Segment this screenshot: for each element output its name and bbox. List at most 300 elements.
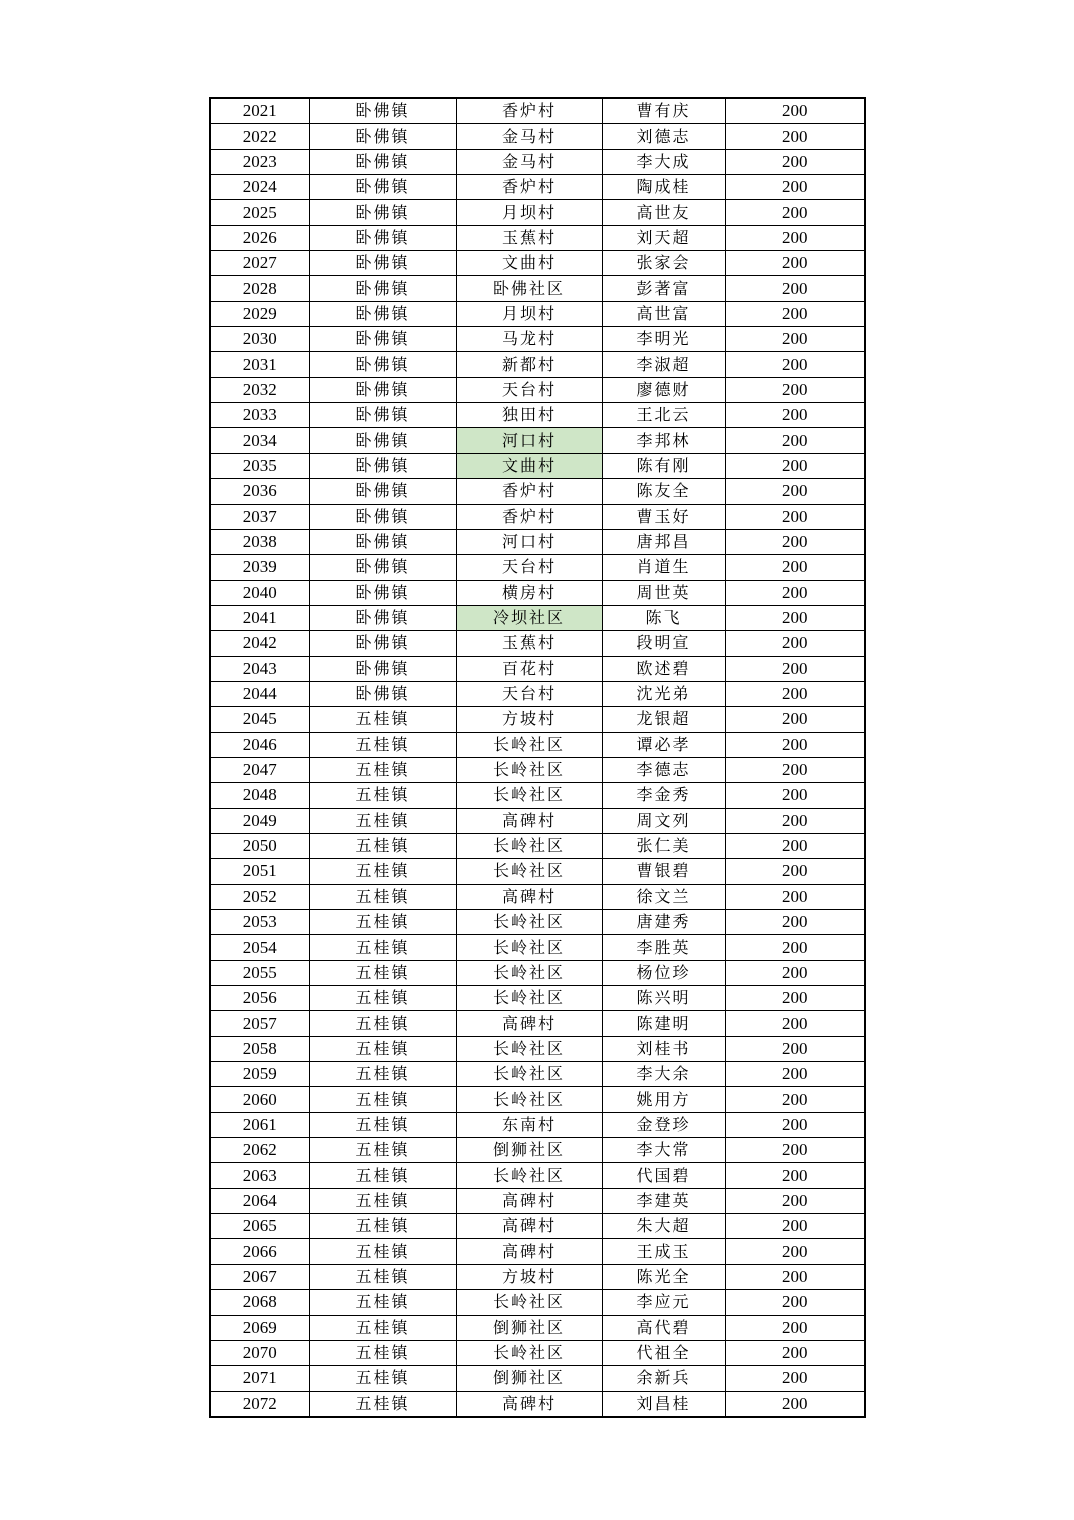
table-row (210, 1391, 865, 1417)
person-name-cell: 王北云 (602, 403, 725, 428)
town-cell: 五桂镇 (309, 833, 456, 858)
row-number-cell: 2065 (210, 1214, 309, 1239)
town-cell: 五桂镇 (309, 960, 456, 985)
person-name-cell: 曹银碧 (602, 859, 725, 884)
row-number-cell: 2056 (210, 986, 309, 1011)
village-cell: 马龙村 (456, 327, 602, 352)
amount-cell: 200 (725, 960, 865, 985)
table-row (210, 656, 865, 681)
person-name-cell: 代国碧 (602, 1163, 725, 1188)
row-number-cell: 2058 (210, 1036, 309, 1061)
table-row (210, 580, 865, 605)
amount-cell: 200 (725, 276, 865, 301)
amount-cell: 200 (725, 529, 865, 554)
table-row (210, 1315, 865, 1340)
row-number-cell: 2033 (210, 403, 309, 428)
table-row (210, 1112, 865, 1137)
person-name-cell: 欧述碧 (602, 656, 725, 681)
person-name-cell: 周世英 (602, 580, 725, 605)
person-name-cell: 唐建秀 (602, 910, 725, 935)
amount-cell: 200 (725, 910, 865, 935)
village-cell: 高碑村 (456, 1214, 602, 1239)
village-cell: 高碑村 (456, 1391, 602, 1417)
row-number-cell: 2031 (210, 352, 309, 377)
village-cell: 长岭社区 (456, 935, 602, 960)
table-row (210, 504, 865, 529)
village-cell: 独田村 (456, 403, 602, 428)
amount-cell: 200 (725, 1062, 865, 1087)
village-cell: 长岭社区 (456, 1036, 602, 1061)
town-cell: 五桂镇 (309, 859, 456, 884)
village-cell: 玉蕉村 (456, 631, 602, 656)
amount-cell: 200 (725, 783, 865, 808)
amount-cell: 200 (725, 479, 865, 504)
amount-cell: 200 (725, 1214, 865, 1239)
village-cell: 方坡村 (456, 707, 602, 732)
amount-cell: 200 (725, 352, 865, 377)
amount-cell: 200 (725, 1239, 865, 1264)
town-cell: 五桂镇 (309, 1290, 456, 1315)
town-cell: 卧佛镇 (309, 276, 456, 301)
table-row (210, 732, 865, 757)
town-cell: 五桂镇 (309, 707, 456, 732)
village-cell: 天台村 (456, 555, 602, 580)
table-row (210, 1138, 865, 1163)
amount-cell: 200 (725, 1112, 865, 1137)
town-cell: 五桂镇 (309, 1366, 456, 1391)
town-cell: 卧佛镇 (309, 605, 456, 630)
row-number-cell: 2064 (210, 1188, 309, 1213)
person-name-cell: 李德志 (602, 757, 725, 782)
person-name-cell: 陈建明 (602, 1011, 725, 1036)
table-row (210, 301, 865, 326)
table-row (210, 555, 865, 580)
table-row (210, 1062, 865, 1087)
table-row (210, 1163, 865, 1188)
village-cell: 倒狮社区 (456, 1366, 602, 1391)
amount-cell: 200 (725, 453, 865, 478)
village-cell: 长岭社区 (456, 859, 602, 884)
village-cell: 高碑村 (456, 1188, 602, 1213)
town-cell: 五桂镇 (309, 884, 456, 909)
village-cell: 河口村 (456, 529, 602, 554)
village-cell: 高碑村 (456, 1011, 602, 1036)
person-name-cell: 陶成桂 (602, 175, 725, 200)
person-name-cell: 肖道生 (602, 555, 725, 580)
town-cell: 卧佛镇 (309, 175, 456, 200)
amount-cell: 200 (725, 301, 865, 326)
person-name-cell: 龙银超 (602, 707, 725, 732)
town-cell: 五桂镇 (309, 808, 456, 833)
amount-cell: 200 (725, 1138, 865, 1163)
amount-cell: 200 (725, 1264, 865, 1289)
table-row (210, 910, 865, 935)
town-cell: 五桂镇 (309, 732, 456, 757)
village-cell: 天台村 (456, 681, 602, 706)
town-cell: 五桂镇 (309, 1112, 456, 1137)
row-number-cell: 2026 (210, 225, 309, 250)
village-cell: 长岭社区 (456, 732, 602, 757)
row-number-cell: 2062 (210, 1138, 309, 1163)
village-cell: 长岭社区 (456, 1163, 602, 1188)
row-number-cell: 2037 (210, 504, 309, 529)
amount-cell: 200 (725, 1087, 865, 1112)
table-row (210, 1239, 865, 1264)
amount-cell: 200 (725, 555, 865, 580)
village-cell: 长岭社区 (456, 1062, 602, 1087)
roster-table (209, 97, 866, 1418)
person-name-cell: 彭著富 (602, 276, 725, 301)
village-cell: 长岭社区 (456, 1290, 602, 1315)
person-name-cell: 曹有庆 (602, 98, 725, 124)
amount-cell: 200 (725, 327, 865, 352)
town-cell: 五桂镇 (309, 1087, 456, 1112)
person-name-cell: 高世友 (602, 200, 725, 225)
town-cell: 五桂镇 (309, 1036, 456, 1061)
table-row (210, 1036, 865, 1061)
person-name-cell: 李胜英 (602, 935, 725, 960)
table-row (210, 605, 865, 630)
row-number-cell: 2071 (210, 1366, 309, 1391)
town-cell: 卧佛镇 (309, 529, 456, 554)
row-number-cell: 2070 (210, 1340, 309, 1365)
town-cell: 卧佛镇 (309, 428, 456, 453)
row-number-cell: 2063 (210, 1163, 309, 1188)
row-number-cell: 2023 (210, 149, 309, 174)
village-cell: 文曲村 (456, 453, 602, 478)
row-number-cell: 2069 (210, 1315, 309, 1340)
person-name-cell: 代祖全 (602, 1340, 725, 1365)
row-number-cell: 2049 (210, 808, 309, 833)
village-cell: 倒狮社区 (456, 1315, 602, 1340)
village-cell: 长岭社区 (456, 1087, 602, 1112)
amount-cell: 200 (725, 1188, 865, 1213)
amount-cell: 200 (725, 428, 865, 453)
village-cell: 金马村 (456, 149, 602, 174)
person-name-cell: 谭必孝 (602, 732, 725, 757)
table-row (210, 707, 865, 732)
person-name-cell: 李大常 (602, 1138, 725, 1163)
row-number-cell: 2022 (210, 124, 309, 149)
village-cell: 横房村 (456, 580, 602, 605)
person-name-cell: 李金秀 (602, 783, 725, 808)
town-cell: 卧佛镇 (309, 301, 456, 326)
village-cell: 长岭社区 (456, 757, 602, 782)
row-number-cell: 2059 (210, 1062, 309, 1087)
table-row (210, 200, 865, 225)
town-cell: 卧佛镇 (309, 225, 456, 250)
row-number-cell: 2072 (210, 1391, 309, 1417)
village-cell: 金马村 (456, 124, 602, 149)
amount-cell: 200 (725, 403, 865, 428)
village-cell: 长岭社区 (456, 960, 602, 985)
row-number-cell: 2052 (210, 884, 309, 909)
person-name-cell: 高世富 (602, 301, 725, 326)
row-number-cell: 2043 (210, 656, 309, 681)
person-name-cell: 刘天超 (602, 225, 725, 250)
person-name-cell: 徐文兰 (602, 884, 725, 909)
row-number-cell: 2028 (210, 276, 309, 301)
person-name-cell: 余新兵 (602, 1366, 725, 1391)
town-cell: 卧佛镇 (309, 656, 456, 681)
table-row (210, 352, 865, 377)
amount-cell: 200 (725, 251, 865, 276)
row-number-cell: 2060 (210, 1087, 309, 1112)
person-name-cell: 段明宣 (602, 631, 725, 656)
town-cell: 五桂镇 (309, 986, 456, 1011)
row-number-cell: 2040 (210, 580, 309, 605)
village-cell: 新都村 (456, 352, 602, 377)
table-row (210, 1087, 865, 1112)
town-cell: 五桂镇 (309, 1264, 456, 1289)
village-cell: 长岭社区 (456, 833, 602, 858)
town-cell: 卧佛镇 (309, 504, 456, 529)
table-row (210, 175, 865, 200)
row-number-cell: 2032 (210, 377, 309, 402)
person-name-cell: 李应元 (602, 1290, 725, 1315)
table-row (210, 124, 865, 149)
town-cell: 五桂镇 (309, 1188, 456, 1213)
row-number-cell: 2024 (210, 175, 309, 200)
table-row (210, 808, 865, 833)
town-cell: 卧佛镇 (309, 327, 456, 352)
village-cell: 高碑村 (456, 808, 602, 833)
person-name-cell: 唐邦昌 (602, 529, 725, 554)
person-name-cell: 陈有刚 (602, 453, 725, 478)
amount-cell: 200 (725, 605, 865, 630)
row-number-cell: 2046 (210, 732, 309, 757)
table-row (210, 479, 865, 504)
town-cell: 五桂镇 (309, 935, 456, 960)
row-number-cell: 2051 (210, 859, 309, 884)
amount-cell: 200 (725, 1391, 865, 1417)
person-name-cell: 陈光全 (602, 1264, 725, 1289)
village-cell: 高碑村 (456, 884, 602, 909)
row-number-cell: 2066 (210, 1239, 309, 1264)
row-number-cell: 2025 (210, 200, 309, 225)
person-name-cell: 李大余 (602, 1062, 725, 1087)
amount-cell: 200 (725, 986, 865, 1011)
person-name-cell: 刘昌桂 (602, 1391, 725, 1417)
table-row (210, 783, 865, 808)
person-name-cell: 姚用方 (602, 1087, 725, 1112)
table-row (210, 833, 865, 858)
table-row (210, 1366, 865, 1391)
table-row (210, 403, 865, 428)
person-name-cell: 廖德财 (602, 377, 725, 402)
row-number-cell: 2048 (210, 783, 309, 808)
row-number-cell: 2038 (210, 529, 309, 554)
person-name-cell: 沈光弟 (602, 681, 725, 706)
village-cell: 天台村 (456, 377, 602, 402)
table-row (210, 377, 865, 402)
table-row (210, 1340, 865, 1365)
amount-cell: 200 (725, 656, 865, 681)
town-cell: 五桂镇 (309, 1340, 456, 1365)
village-cell: 倒狮社区 (456, 1138, 602, 1163)
amount-cell: 200 (725, 1036, 865, 1061)
row-number-cell: 2021 (210, 98, 309, 124)
person-name-cell: 刘桂书 (602, 1036, 725, 1061)
amount-cell: 200 (725, 859, 865, 884)
row-number-cell: 2057 (210, 1011, 309, 1036)
village-cell: 长岭社区 (456, 1340, 602, 1365)
village-cell: 卧佛社区 (456, 276, 602, 301)
town-cell: 五桂镇 (309, 1062, 456, 1087)
amount-cell: 200 (725, 504, 865, 529)
village-cell: 高碑村 (456, 1239, 602, 1264)
town-cell: 卧佛镇 (309, 631, 456, 656)
row-number-cell: 2054 (210, 935, 309, 960)
amount-cell: 200 (725, 935, 865, 960)
village-cell: 香炉村 (456, 175, 602, 200)
person-name-cell: 张家会 (602, 251, 725, 276)
village-cell: 玉蕉村 (456, 225, 602, 250)
row-number-cell: 2068 (210, 1290, 309, 1315)
town-cell: 五桂镇 (309, 1391, 456, 1417)
amount-cell: 200 (725, 175, 865, 200)
amount-cell: 200 (725, 1163, 865, 1188)
row-number-cell: 2045 (210, 707, 309, 732)
table-row (210, 859, 865, 884)
town-cell: 卧佛镇 (309, 377, 456, 402)
person-name-cell: 刘德志 (602, 124, 725, 149)
amount-cell: 200 (725, 757, 865, 782)
amount-cell: 200 (725, 1290, 865, 1315)
table-row (210, 1214, 865, 1239)
village-cell: 百花村 (456, 656, 602, 681)
row-number-cell: 2035 (210, 453, 309, 478)
row-number-cell: 2041 (210, 605, 309, 630)
village-cell: 文曲村 (456, 251, 602, 276)
town-cell: 五桂镇 (309, 1138, 456, 1163)
row-number-cell: 2053 (210, 910, 309, 935)
town-cell: 五桂镇 (309, 757, 456, 782)
town-cell: 卧佛镇 (309, 251, 456, 276)
person-name-cell: 朱大超 (602, 1214, 725, 1239)
amount-cell: 200 (725, 707, 865, 732)
amount-cell: 200 (725, 833, 865, 858)
person-name-cell: 张仁美 (602, 833, 725, 858)
town-cell: 卧佛镇 (309, 681, 456, 706)
town-cell: 卧佛镇 (309, 124, 456, 149)
row-number-cell: 2030 (210, 327, 309, 352)
person-name-cell: 李淑超 (602, 352, 725, 377)
table-row (210, 986, 865, 1011)
row-number-cell: 2027 (210, 251, 309, 276)
row-number-cell: 2047 (210, 757, 309, 782)
row-number-cell: 2050 (210, 833, 309, 858)
amount-cell: 200 (725, 98, 865, 124)
town-cell: 卧佛镇 (309, 403, 456, 428)
village-cell: 香炉村 (456, 98, 602, 124)
village-cell: 长岭社区 (456, 986, 602, 1011)
row-number-cell: 2055 (210, 960, 309, 985)
town-cell: 五桂镇 (309, 1239, 456, 1264)
amount-cell: 200 (725, 1011, 865, 1036)
town-cell: 卧佛镇 (309, 98, 456, 124)
person-name-cell: 金登珍 (602, 1112, 725, 1137)
village-cell: 长岭社区 (456, 783, 602, 808)
table-row (210, 757, 865, 782)
person-name-cell: 李建英 (602, 1188, 725, 1213)
row-number-cell: 2067 (210, 1264, 309, 1289)
amount-cell: 200 (725, 124, 865, 149)
amount-cell: 200 (725, 1340, 865, 1365)
town-cell: 五桂镇 (309, 1214, 456, 1239)
town-cell: 五桂镇 (309, 1163, 456, 1188)
amount-cell: 200 (725, 1315, 865, 1340)
town-cell: 五桂镇 (309, 910, 456, 935)
village-cell: 香炉村 (456, 479, 602, 504)
person-name-cell: 李大成 (602, 149, 725, 174)
person-name-cell: 高代碧 (602, 1315, 725, 1340)
row-number-cell: 2036 (210, 479, 309, 504)
table-row (210, 1264, 865, 1289)
town-cell: 卧佛镇 (309, 200, 456, 225)
table-row (210, 453, 865, 478)
row-number-cell: 2039 (210, 555, 309, 580)
town-cell: 卧佛镇 (309, 479, 456, 504)
table-row (210, 1188, 865, 1213)
table-row (210, 631, 865, 656)
amount-cell: 200 (725, 631, 865, 656)
town-cell: 卧佛镇 (309, 580, 456, 605)
amount-cell: 200 (725, 377, 865, 402)
amount-cell: 200 (725, 1366, 865, 1391)
village-cell: 月坝村 (456, 200, 602, 225)
village-cell: 冷坝社区 (456, 605, 602, 630)
table-row (210, 225, 865, 250)
person-name-cell: 陈飞 (602, 605, 725, 630)
amount-cell: 200 (725, 732, 865, 757)
row-number-cell: 2042 (210, 631, 309, 656)
amount-cell: 200 (725, 149, 865, 174)
row-number-cell: 2029 (210, 301, 309, 326)
town-cell: 卧佛镇 (309, 453, 456, 478)
town-cell: 五桂镇 (309, 783, 456, 808)
village-cell: 河口村 (456, 428, 602, 453)
village-cell: 香炉村 (456, 504, 602, 529)
person-name-cell: 陈友全 (602, 479, 725, 504)
table-row (210, 935, 865, 960)
table-row (210, 98, 865, 124)
village-cell: 长岭社区 (456, 910, 602, 935)
person-name-cell: 李邦林 (602, 428, 725, 453)
amount-cell: 200 (725, 884, 865, 909)
table-row (210, 276, 865, 301)
row-number-cell: 2034 (210, 428, 309, 453)
table-row (210, 149, 865, 174)
table-row (210, 251, 865, 276)
table-row (210, 1011, 865, 1036)
row-number-cell: 2061 (210, 1112, 309, 1137)
town-cell: 卧佛镇 (309, 352, 456, 377)
table-row (210, 529, 865, 554)
table-row (210, 884, 865, 909)
amount-cell: 200 (725, 681, 865, 706)
table-row (210, 428, 865, 453)
person-name-cell: 王成玉 (602, 1239, 725, 1264)
table-row (210, 960, 865, 985)
roster-table-body (210, 98, 865, 1417)
town-cell: 卧佛镇 (309, 555, 456, 580)
village-cell: 方坡村 (456, 1264, 602, 1289)
amount-cell: 200 (725, 225, 865, 250)
town-cell: 五桂镇 (309, 1315, 456, 1340)
amount-cell: 200 (725, 808, 865, 833)
table-row (210, 327, 865, 352)
